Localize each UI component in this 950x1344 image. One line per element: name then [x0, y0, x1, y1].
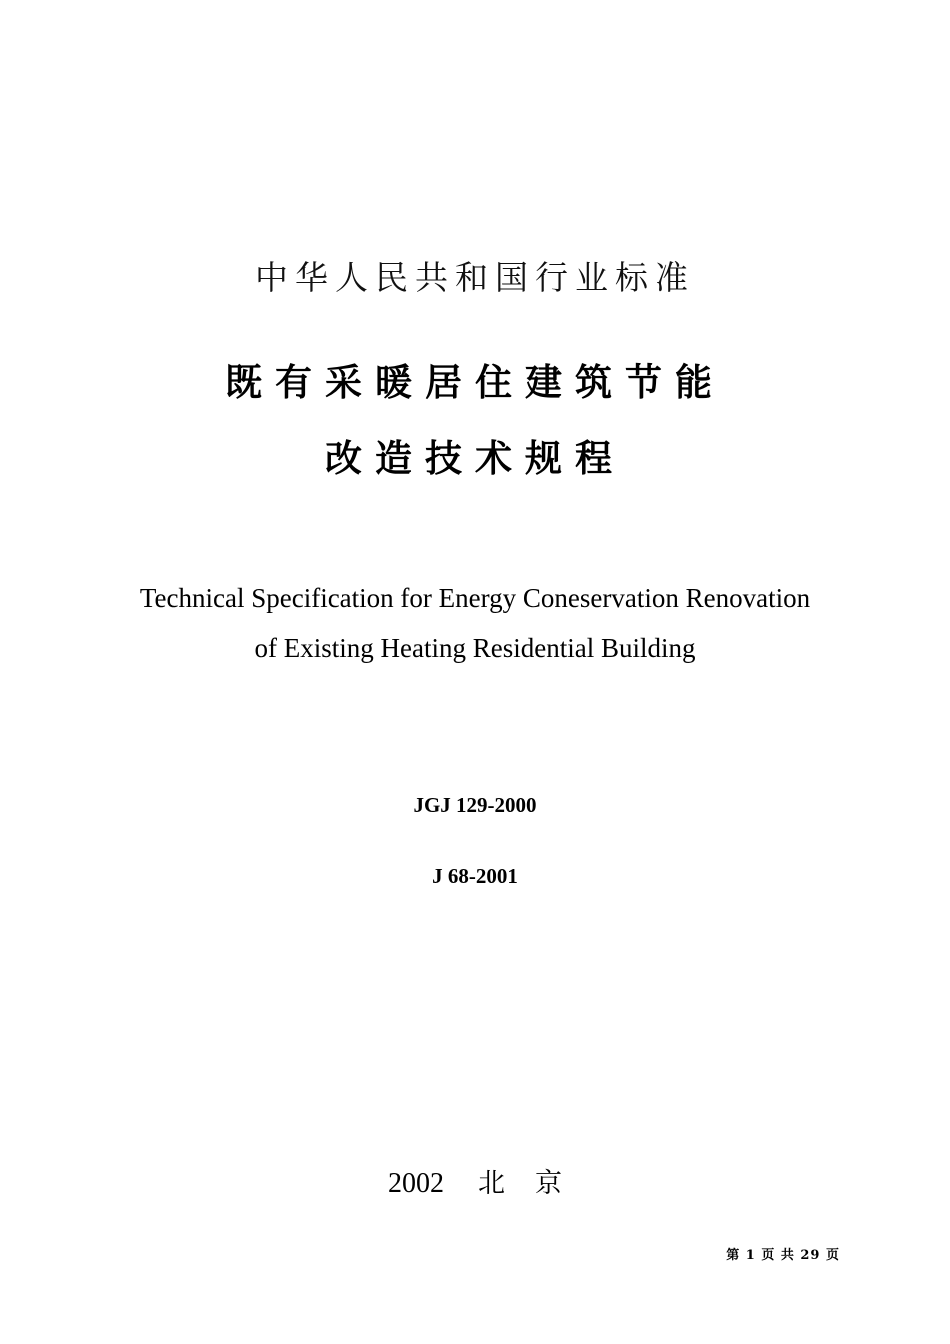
publication-year: 2002 [388, 1168, 444, 1199]
standard-code: JGJ 129-2000 [413, 793, 537, 817]
publication-city: 北京 [478, 1168, 592, 1199]
issuer-heading: 中华人民共和国行业标准 [255, 258, 695, 297]
publication-imprint [0, 1161, 950, 1200]
record-code: J 68-2001 [432, 864, 518, 888]
title-line-1: 既有采暖居住建筑节能 [225, 361, 725, 404]
title-line-2: 改造技术规程 [325, 437, 625, 480]
english-title-line-2: of Existing Heating Residential Building [254, 633, 696, 663]
page-counter: 第 1 页 共 29 页 [726, 1248, 840, 1263]
english-title-line-1: Technical Specification for Energy Coneservation Renovation [139, 583, 811, 613]
